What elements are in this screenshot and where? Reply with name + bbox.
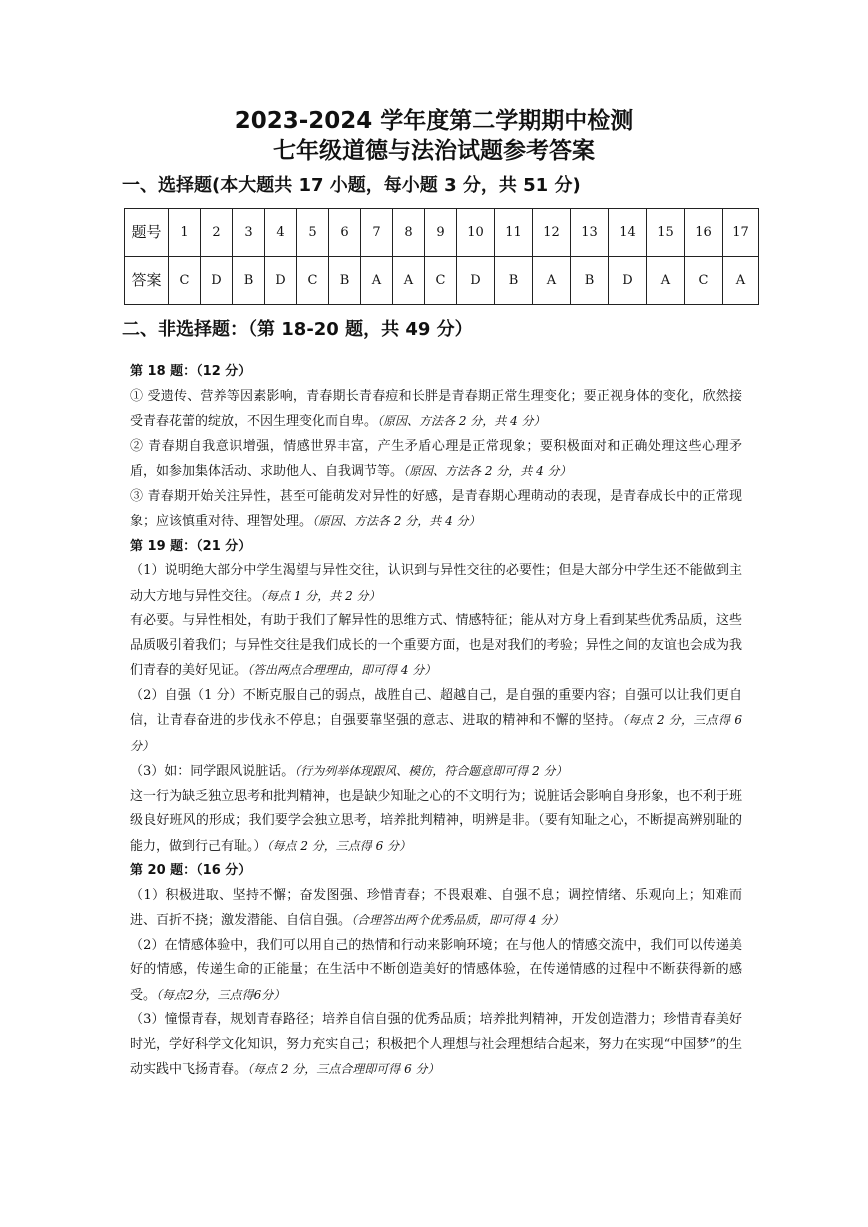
question-number-cell: 12 (533, 209, 571, 257)
question-number-cell: 5 (297, 209, 329, 257)
q18-point1-note: （原因、方法各 2 分，共 4 分） (377, 414, 546, 428)
q18-point2-note: （原因、方法各 2 分，共 4 分） (403, 464, 572, 478)
question-number-cell: 15 (647, 209, 685, 257)
q20-point3-text: （3）憧憬青春，规划青春路径；培养自信自强的优秀品质；培养批判精神，开发创造潜力；珍惜青春美好时光，学好科学文化知识，努力充实自己；积极把个人理想与社会理想结合起来，努力在实现“中国梦”的生动实践中飞扬青春。 (130, 1012, 742, 1077)
q19-point3-text: （2）自强（1 分）不断克服自己的弱点，战胜自己、超越自己，是自强的重要内容；自强可以让我们更自信，让青春奋进的步伐永不停息；自强要靠坚强的意志、进取的精神和不懈的坚持。 (130, 687, 742, 728)
q19-point4-text: （3）如：同学跟风说脏话。 (130, 764, 295, 779)
q18-heading: 第 18 题：（12 分） (130, 364, 252, 379)
answer-cell: D (201, 257, 233, 305)
section2-heading: 二、非选择题：（第 18-20 题，共 49 分） (122, 319, 473, 340)
answer-cell: D (265, 257, 297, 305)
answer-cell: B (571, 257, 609, 305)
q20-point1-text: （1）积极进取、坚持不懈；奋发图强、珍惜青春；不畏艰难、自强不息；调控情绪、乐观向上；知难而进、百折不挠；激发潜能、自信自强。 (130, 887, 742, 928)
answer-cell: C (425, 257, 457, 305)
answer-cell: A (533, 257, 571, 305)
row-label-answer: 答案 (125, 257, 169, 305)
answer-cell: D (609, 257, 647, 305)
answer-cell: C (685, 257, 723, 305)
q19-point1-note: （每点 1 分，共 2 分） (260, 588, 381, 603)
answer-cell: B (329, 257, 361, 305)
q20-point2-text: （2）在情感体验中，我们可以用自己的热情和行动来影响环境；在与他人的情感交流中，我们可以传递美好的情感，传递生命的正能量；在生活中不断创造美好的情感体验，在传递情感的过程中不断获得新的感受。 (130, 937, 742, 1003)
question-number-cell: 7 (361, 209, 393, 257)
question-number-cell: 4 (265, 209, 297, 257)
question-number-cell: 16 (685, 209, 723, 257)
answer-cell: C (297, 257, 329, 305)
question-number-cell: 10 (457, 209, 495, 257)
q18-point1 (130, 385, 742, 435)
q18-point1-text: ① 受遗传、营养等因素影响，青春期长青春痘和长胖是青春期正常生理变化；要正视身体的变化，欣然接受青春花蕾的绽放，不因生理变化而自卑。 (130, 388, 742, 429)
q19-point4-note: （行为列举体现跟风、模仿，符合题意即可得 2 分） (294, 764, 568, 778)
q19-point2-note: （答出两点合理理由，即可得 4 分） (247, 663, 437, 677)
q20-point2 (130, 934, 742, 1009)
question-number-cell: 17 (723, 209, 759, 257)
q19-point4 (130, 759, 742, 785)
answer-cell: A (723, 257, 759, 305)
q19-point5 (130, 785, 742, 860)
table-row-numbers (125, 209, 759, 257)
question-number-cell: 14 (609, 209, 647, 257)
answer-cell: B (495, 257, 533, 305)
question-number-cell: 8 (393, 209, 425, 257)
table-row-answers (125, 257, 759, 305)
question-number-cell: 1 (169, 209, 201, 257)
q19-point1 (130, 559, 742, 609)
q20-point3 (130, 1008, 742, 1083)
q18-point2 (130, 435, 742, 485)
q19-point3 (130, 684, 742, 760)
answer-cell: C (169, 257, 201, 305)
answer-cell: B (233, 257, 265, 305)
q18-point2-text: ② 青春期自我意识增强，情感世界丰富，产生矛盾心理是正常现象；要积极面对和正确处理这些心理矛盾，如参加集体活动、求助他人、自我调节等。 (130, 438, 742, 479)
section1-heading: 一、选择题(本大题共 17 小题，每小题 3 分，共 51 分) (122, 175, 581, 196)
question-number-cell: 11 (495, 209, 533, 257)
q19-point5-note: （每点 2 分，三点得 6 分） (266, 838, 412, 853)
question-number-cell: 2 (201, 209, 233, 257)
q18-point3-text: ③ 青春期开始关注异性，甚至可能萌发对异性的好感，是青春期心理萌动的表现，是青春成长中的正常现象；应该慎重对待、理智处理。 (130, 488, 742, 529)
question-number-cell: 13 (571, 209, 609, 257)
q20-point2-note: （每点2分，三点得6分） (156, 987, 286, 1002)
answer-cell: A (647, 257, 685, 305)
q20-point1-note: （合理答出两个优秀品质，即可得 4 分） (351, 913, 565, 927)
page-title-line1: 2023-2024 学年度第二学期期中检测 (234, 108, 634, 134)
page-title-line2: 七年级道德与法治试题参考答案 (273, 138, 595, 164)
non-choice-answers (130, 360, 742, 1083)
q18-point3-note: （原因、方法各 2 分，共 4 分） (312, 514, 481, 528)
question-number-cell: 6 (329, 209, 361, 257)
question-number-cell: 3 (233, 209, 265, 257)
q19-point3-note: （每点 2 分，三点得 6 分） (130, 713, 742, 753)
question-number-cell: 9 (425, 209, 457, 257)
q19-heading: 第 19 题：（21 分） (130, 538, 252, 554)
q19-point1-text: （1）说明绝大部分中学生渴望与异性交往，认识到与异性交往的必要性；但是大部分中学生还不能做到主动大方地与异性交往。 (130, 563, 742, 604)
answer-cell: D (457, 257, 495, 305)
q19-point5-text: 这一行为缺乏独立思考和批判精神，也是缺少知耻之心的不文明行为；说脏话会影响自身形象，也不利于班级良好班风的形成；我们要学会独立思考，培养批判精神，明辨是非。（要有知耻之心，不断提高辨别耻的能力，做到行己有耻。） (130, 788, 742, 854)
answer-cell: A (361, 257, 393, 305)
answer-cell: A (393, 257, 425, 305)
q18-point3 (130, 485, 742, 535)
q20-point3-note: （每点 2 分，三点合理即可得 6 分） (247, 1062, 440, 1076)
row-label-question: 题号 (125, 209, 169, 257)
q20-point1 (130, 884, 742, 934)
q19-point2-text: 有必要。与异性相处，有助于我们了解异性的思维方式、情感特征；能从对方身上看到某些优秀品质，这些品质吸引着我们；与异性交往是我们成长的一个重要方面，也是对我们的考验；异性之间的友谊也会成为我们青春的美好见证。 (130, 613, 742, 678)
answer-table (124, 208, 759, 305)
q19-point2 (130, 609, 742, 684)
q20-heading: 第 20 题：（16 分） (130, 863, 252, 878)
